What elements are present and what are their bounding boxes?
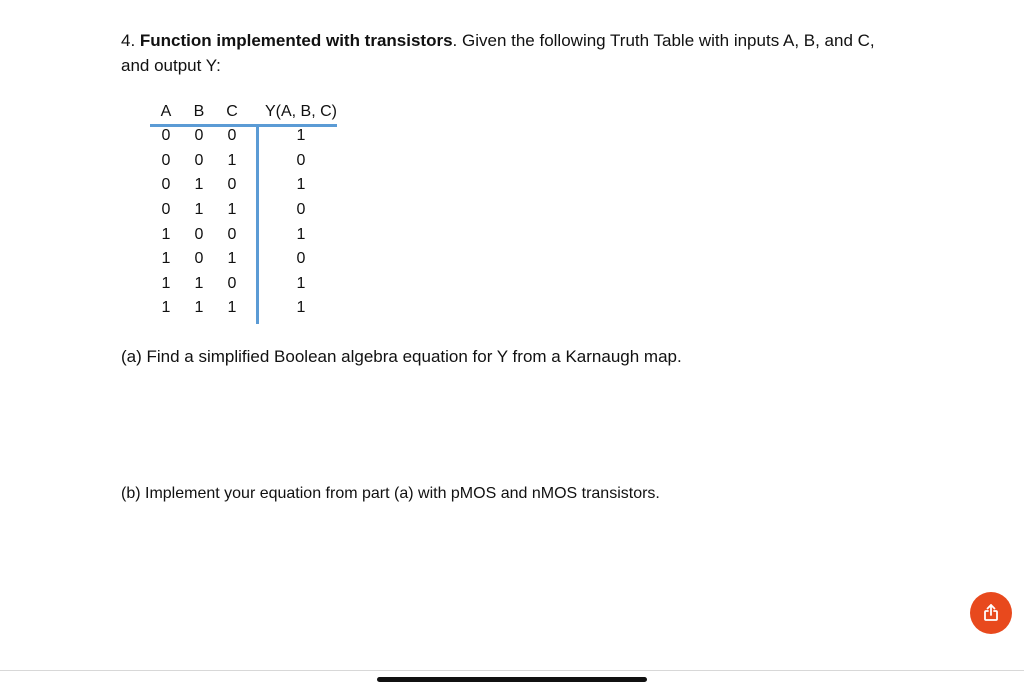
cell-y: 1 (296, 176, 306, 193)
table-row (150, 201, 340, 225)
part-b-text: (b) Implement your equation from part (a) with pMOS and nMOS transistors. (121, 485, 660, 502)
table-row (150, 299, 340, 323)
cell-b: 0 (194, 127, 204, 144)
cell-c: 0 (227, 226, 237, 243)
truth-table-header (150, 101, 340, 125)
header-y: Y(A, B, C) (264, 103, 337, 120)
question-text (121, 28, 901, 78)
cell-b: 0 (194, 226, 204, 243)
cell-a: 0 (161, 152, 171, 169)
cell-y: 1 (296, 127, 306, 144)
question-title: Function implemented with transistors (139, 31, 453, 50)
cell-c: 0 (227, 176, 237, 193)
bottom-divider (0, 670, 1024, 671)
cell-y: 1 (296, 226, 306, 243)
header-c: C (226, 103, 238, 120)
cell-a: 0 (161, 176, 171, 193)
cell-b: 1 (194, 201, 204, 218)
table-row (150, 275, 340, 299)
cell-c: 1 (227, 250, 237, 267)
cell-a: 1 (161, 299, 171, 316)
cell-y: 1 (296, 275, 306, 292)
cell-c: 1 (227, 299, 237, 316)
cell-c: 1 (227, 152, 237, 169)
header-b: B (193, 103, 205, 120)
header-a: A (160, 103, 172, 120)
question-number: 4. (121, 31, 140, 50)
home-indicator[interactable] (377, 677, 647, 682)
cell-b: 1 (194, 275, 204, 292)
table-row (150, 250, 340, 274)
cell-y: 0 (296, 250, 306, 267)
cell-c: 1 (227, 201, 237, 218)
cell-c: 0 (227, 275, 237, 292)
truth-table (150, 101, 340, 326)
cell-b: 1 (194, 299, 204, 316)
cell-a: 0 (161, 127, 171, 144)
cell-c: 0 (227, 127, 237, 144)
cell-a: 1 (161, 250, 171, 267)
table-row (150, 152, 340, 176)
part-a-text: (a) Find a simplified Boolean algebra equation for Y from a Karnaugh map. (121, 347, 682, 366)
share-icon (981, 603, 1001, 623)
cell-y: 0 (296, 201, 306, 218)
cell-a: 1 (161, 275, 171, 292)
cell-a: 0 (161, 201, 171, 218)
question-body: . Given the following Truth Table with inputs A, B, and C, and output Y: (121, 31, 875, 75)
cell-b: 0 (194, 152, 204, 169)
cell-b: 0 (194, 250, 204, 267)
table-row (150, 226, 340, 250)
cell-y: 0 (296, 152, 306, 169)
table-row (150, 176, 340, 200)
cell-a: 1 (161, 226, 171, 243)
cell-b: 1 (194, 176, 204, 193)
table-row (150, 127, 340, 151)
cell-y: 1 (296, 299, 306, 316)
share-button[interactable] (970, 592, 1012, 634)
